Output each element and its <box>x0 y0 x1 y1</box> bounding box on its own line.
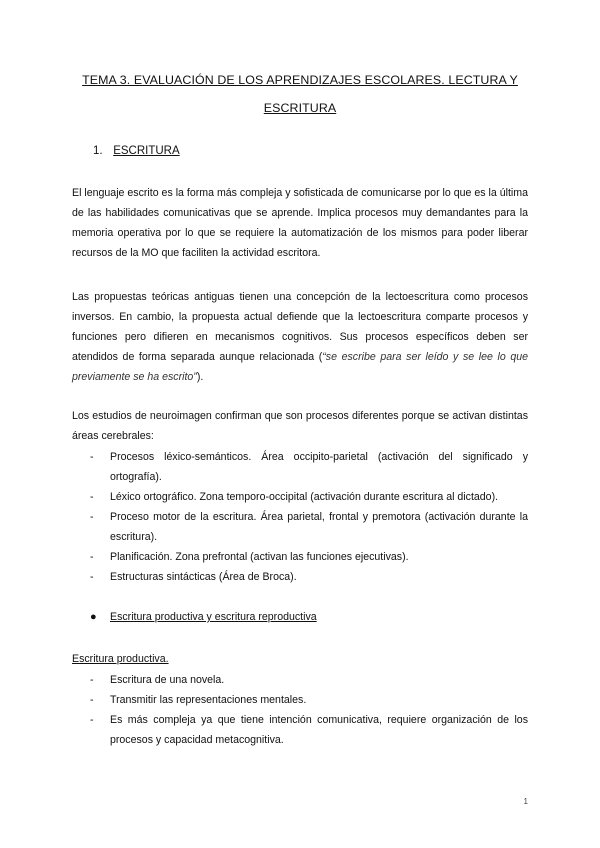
paragraph-theories <box>72 287 528 387</box>
list-item-text: Transmitir las representaciones mentales. <box>110 694 307 706</box>
brain-areas-list <box>72 447 528 587</box>
list-item-text: Léxico ortográfico. Zona temporo-occipital (activación durante escritura al dictado). <box>110 491 499 503</box>
section-number: 1. <box>93 145 103 157</box>
list-item: - Léxico ortográfico. Zona temporo-occipital (activación durante escritura al dictado). <box>90 491 499 503</box>
productive-writing-list <box>72 670 528 750</box>
bullet-heading-text: Escritura productiva y escritura reproductiva <box>110 611 317 623</box>
list-item: - Es más compleja ya que tiene intención comunicativa, requiere organización de los procesos y capacidad metacognitiva. <box>90 714 528 746</box>
document-title: TEMA 3. EVALUACIÓN DE LOS APRENDIZAJES ESCOLARES. LECTURA Y ESCRITURA <box>82 73 518 115</box>
list-item-text: Procesos léxico-semánticos. Área occipito-parietal (activación del significado y ortografía). <box>110 451 528 483</box>
list-item-text: Planificación. Zona prefrontal (activan las funciones ejecutivas). <box>110 551 409 563</box>
section-heading-text: ESCRITURA <box>113 145 180 157</box>
list-item: - Procesos léxico-semánticos. Área occipito-parietal (activación del significado y ortografía). <box>90 451 528 483</box>
paragraph-theories-end: ). <box>196 371 204 383</box>
paragraph-intro: El lenguaje escrito es la forma más compleja y sofisticada de comunicarse por lo que es la última de las habilidades comunicativas que se aprende. Implica procesos muy demandantes para la memoria operativa por lo que se requiere la automatización de los mismos para poder liberar recursos de la MO que faciliten la actividad escritora. <box>72 187 528 259</box>
bullet-icon: ● <box>90 611 97 623</box>
paragraph-neuroimaging: Los estudios de neuroimagen confirman que son procesos diferentes porque se activan distintas áreas cerebrales: <box>72 410 528 442</box>
list-item: - Estructuras sintácticas (Área de Broca). <box>90 571 297 583</box>
section-heading <box>93 145 180 157</box>
list-item: - Transmitir las representaciones mentales. <box>90 694 307 706</box>
paragraph-theories-main: Las propuestas teóricas antiguas tienen una concepción de la lectoescritura como procesos inversos. En cambio, la propuesta actual defiende que la lectoescritura comparte procesos y funciones pero difieren en mecanismos cognitivos. Sus procesos específicos deben ser atendidos de forma separada aunque relacionada ( <box>72 291 528 363</box>
list-item-text: Proceso motor de la escritura. Área parietal, frontal y premotora (activación durante la escritura). <box>110 511 528 543</box>
list-item: - Escritura de una novela. <box>90 674 225 686</box>
list-item-text: Es más compleja ya que tiene intención comunicativa, requiere organización de los procesos y capacidad metacognitiva. <box>110 714 528 746</box>
list-item: - Planificación. Zona prefrontal (activan las funciones ejecutivas). <box>90 551 409 563</box>
page-number: 1 <box>523 797 528 806</box>
quote-text: “se escribe para ser leído y se lee lo que previamente se ha escrito” <box>72 351 529 383</box>
list-item-text: Estructuras sintácticas (Área de Broca). <box>110 571 297 583</box>
list-item-text: Escritura de una novela. <box>110 674 225 686</box>
list-item: - Proceso motor de la escritura. Área parietal, frontal y premotora (activación durante la escritura). <box>90 511 528 543</box>
subheading-productive: Escritura productiva. <box>72 653 169 665</box>
bullet-heading <box>90 611 317 623</box>
